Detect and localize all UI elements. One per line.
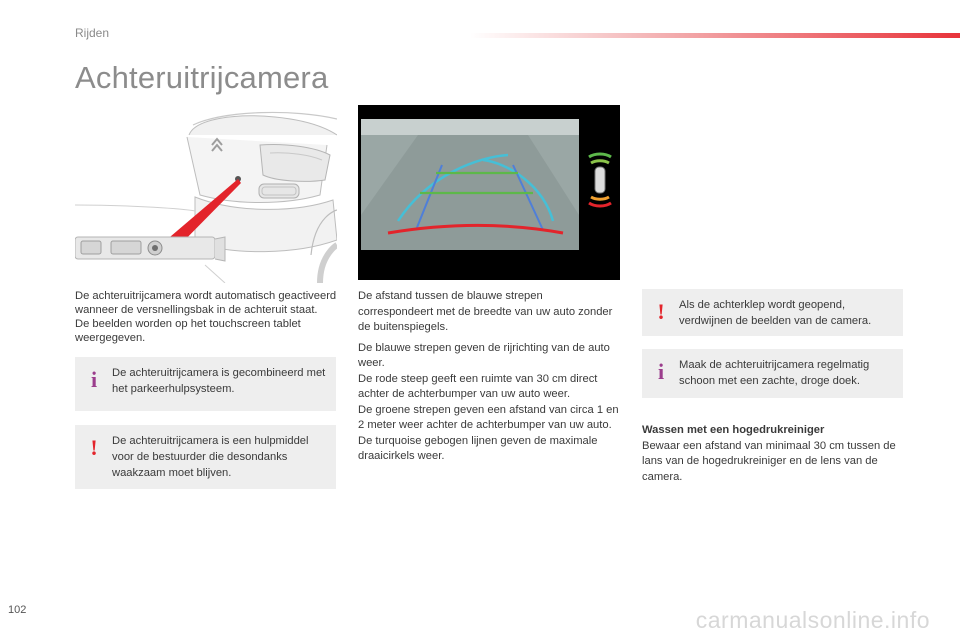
header-accent-bar <box>470 33 960 38</box>
warning-icon: ! <box>657 299 665 324</box>
paragraph: De achteruitrijcamera wordt automatisch geactiveerd wanneer de versnellingsbak in de achteruit staat. <box>75 290 337 316</box>
subheading: Wassen met een hogedrukreiniger <box>642 424 825 436</box>
paragraph: De turquoise gebogen lijnen geven de maximale draaicirkels weer. <box>358 434 598 462</box>
info-icon: i <box>657 359 665 384</box>
paragraph: De beelden worden op het touchscreen tablet weergegeven. <box>75 318 301 344</box>
info-note <box>75 357 336 411</box>
paragraph: Bewaar een afstand van minimaal 30 cm tussen de lans van de hogedrukreiniger en de lens van de camera. <box>642 439 896 483</box>
info-note <box>642 349 903 398</box>
page-number: 102 <box>8 604 27 616</box>
paragraph: De afstand tussen de blauwe strepen correspondeert met de breedte van uw auto zonder de buitenspiegels. <box>358 290 613 333</box>
note-text: Als de achterklep wordt geopend, verdwijnen de beelden van de camera. <box>679 299 872 327</box>
warning-note <box>642 289 903 336</box>
watermark: carmanualsonline.info <box>695 607 930 633</box>
guide-lines-text <box>358 289 620 465</box>
note-text: Maak de achteruitrijcamera regelmatig schoon met een zachte, droge doek. <box>679 359 870 387</box>
note-text: De achteruitrijcamera is gecombineerd met het parkeerhulpsysteem. <box>112 367 326 395</box>
car-rear-camera-illustration <box>75 105 337 283</box>
info-icon: i <box>90 367 98 392</box>
pressure-washer-section <box>642 423 904 485</box>
camera-screen-illustration <box>358 105 620 280</box>
paragraph: De blauwe strepen geven de rijrichting van de auto weer. <box>358 341 610 369</box>
note-text: De achteruitrijcamera is een hulpmiddel voor de bestuurder die desondanks waakzaam moet blijven. <box>112 435 309 479</box>
warning-icon: ! <box>90 435 98 460</box>
page-title: Achteruitrijcamera <box>75 60 329 95</box>
warning-note <box>75 425 336 489</box>
section-label: Rijden <box>75 26 110 40</box>
intro-text <box>75 289 337 345</box>
paragraph: De rode steep geeft een ruimte van 30 cm direct achter de achterbumper van uw auto weer. <box>358 372 598 400</box>
paragraph: De groene strepen geven een afstand van circa 1 en 2 meter weer achter de achterbumper van uw auto. <box>358 403 619 431</box>
